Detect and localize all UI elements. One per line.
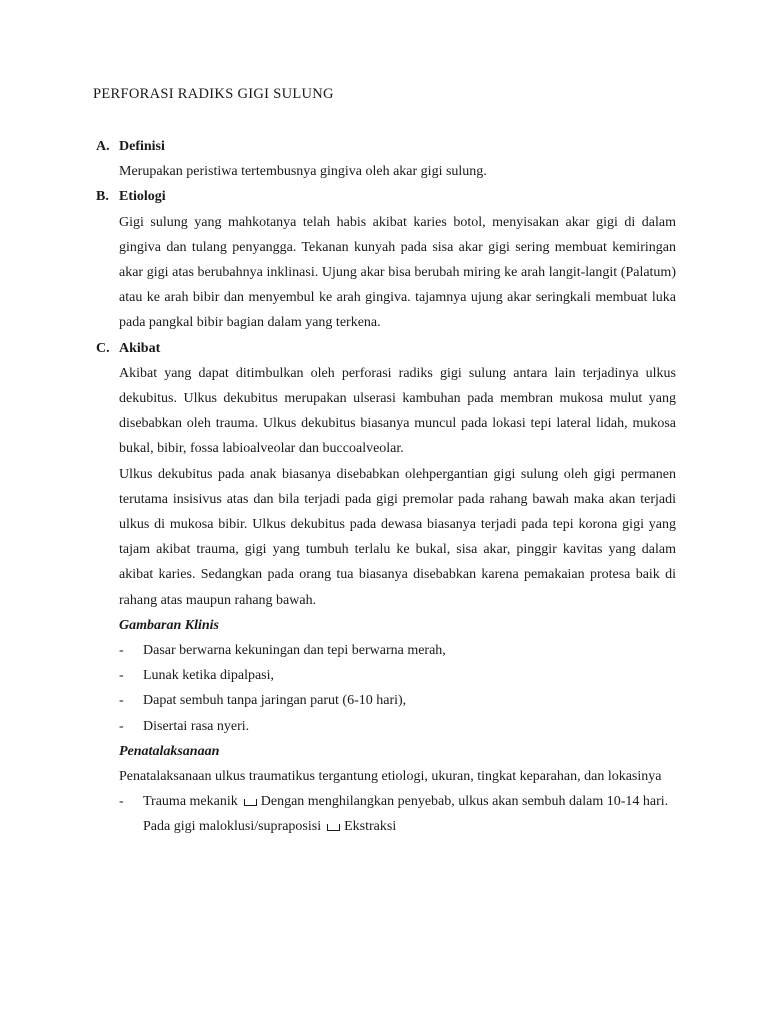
gambaran-klinis-heading: Gambaran Klinis: [119, 617, 219, 633]
trauma-mekanik-label: Trauma mekanik: [143, 794, 238, 810]
document-title: PERFORASI RADIKS GIGI SULUNG: [93, 86, 334, 102]
section-title: Etiologi: [119, 189, 166, 205]
list-dash: -: [119, 643, 124, 659]
list-dash: -: [119, 718, 124, 734]
definisi-text: Merupakan peristiwa tertembusnya gingiva oleh akar gigi sulung.: [119, 164, 487, 180]
akibat-paragraph-2: Ulkus dekubitus pada anak biasanya disebabkan olehpergantian gigi sulung oleh gigi permanen terutama insisivus atas dan bila terjadi pada gigi premolar pada rahang bawah maka akan terjadi ulkus di mukosa bibir. Ulkus dekubitus pada dewasa biasanya terjadi pada tepi korona gigi yang tajam akibat trauma, gigi yang tumbuh terlalu ke bukal, sisa akar, pinggir kavitas yang dalam akibat karies. Sedangkan pada orang tua biasanya disebabkan karena pemakaian protesa baik di rahang atas maupun rahang bawah.: [119, 466, 676, 608]
list-item: [119, 638, 676, 663]
list-item-text: Dapat sembuh tanpa jaringan parut (6-10 hari),: [143, 693, 407, 709]
list-item-text: Lunak ketika dipalpasi,: [143, 668, 275, 684]
list-dash: -: [119, 668, 124, 684]
akibat-paragraph-1: Akibat yang dapat ditimbulkan oleh perforasi radiks gigi sulung antara lain terjadinya ulkus dekubitus. Ulkus dekubitus merupakan ulserasi kambuhan pada membran mukosa mulut yang disebabkan oleh trauma. Ulkus dekubitus biasanya muncul pada lokasi tepi lateral lidah, mukosa bukal, bibir, fossa labioalveolar dan buccoalveolar.: [119, 365, 676, 457]
etiologi-text: Gigi sulung yang mahkotanya telah habis akibat karies botol, menyisakan akar gigi di dalam gingiva dan tulang penyangga. Tekanan kunyah pada sisa akar gigi sering membuat kemiringan akar gigi atas berubahnya inklinasi. Ujung akar bisa berubah miring ke arah langit-langit (Palatum) atau ke arah bibir dan menyembul ke arah gingiva. tajamnya ujung akar seringkali membuat luka pada pangkal bibir bagian dalam yang terkena.: [119, 214, 676, 331]
sub-item: [143, 814, 676, 839]
section-letter: A.: [96, 139, 110, 154]
list-dash: -: [119, 794, 124, 810]
maloklusi-treatment: Ekstraksi: [344, 819, 397, 835]
section-title: Definisi: [119, 139, 165, 154]
trauma-mekanik-treatment: Dengan menghilangkan penyebab, ulkus akan sembuh dalam 10-14 hari.: [260, 794, 669, 810]
section-heading-etiologi: [96, 184, 676, 209]
gambaran-klinis-list: [119, 638, 676, 739]
arrow-icon: [327, 824, 340, 831]
list-item-text: Dasar berwarna kekuningan dan tepi berwarna merah,: [143, 643, 446, 659]
section-heading-definisi: [96, 134, 676, 159]
penatalaksanaan-heading: Penatalaksanaan: [119, 743, 220, 759]
list-item: [119, 688, 676, 713]
list-item: [119, 789, 676, 814]
penatalaksanaan-text: Penatalaksanaan ulkus traumatikus tergantung etiologi, ukuran, tingkat keparahan, dan lokasinya: [119, 769, 662, 785]
section-letter: B.: [96, 189, 109, 205]
section-heading-akibat: [96, 336, 676, 361]
list-item-text: [143, 789, 676, 814]
section-letter: C.: [96, 340, 110, 356]
list-item-text: Disertai rasa nyeri.: [143, 718, 250, 734]
arrow-icon: [244, 799, 257, 806]
section-title: Akibat: [119, 340, 161, 356]
penatalaksanaan-list: [119, 789, 676, 839]
list-item: [119, 714, 676, 739]
list-dash: -: [119, 693, 124, 709]
maloklusi-label: Pada gigi maloklusi/supraposisi: [143, 819, 322, 835]
list-item: [119, 663, 676, 688]
document-body: [96, 134, 676, 840]
